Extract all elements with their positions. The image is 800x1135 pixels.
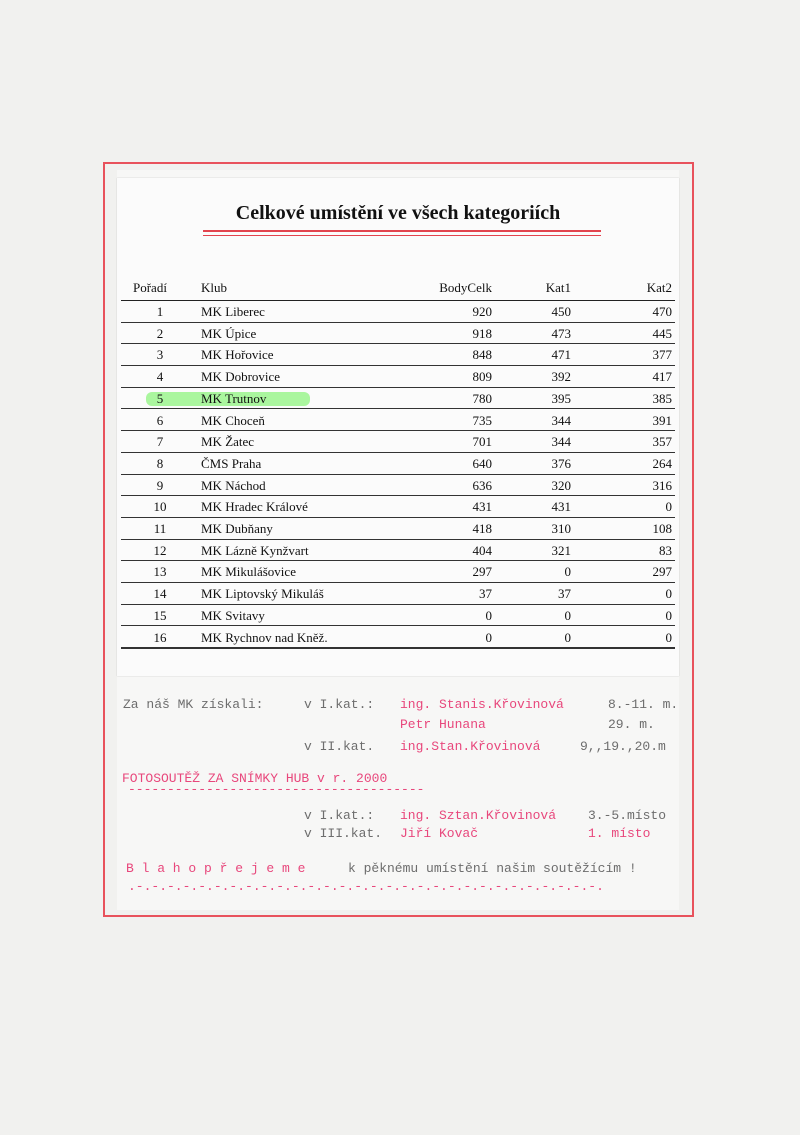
title-underline-thin — [203, 235, 601, 236]
cell-bodycelk: 636 — [472, 477, 492, 493]
cell-kat1: 431 — [551, 499, 571, 515]
photo-cat3-label: v III.kat. — [304, 826, 383, 841]
cell-bodycelk: 0 — [485, 629, 492, 645]
cell-club: MK Lázně Kynžvart — [201, 542, 309, 558]
cell-rank: 6 — [156, 412, 164, 428]
cell-bodycelk: 640 — [472, 455, 492, 471]
cell-kat2: 0 — [665, 499, 672, 515]
cell-kat2: 0 — [665, 586, 672, 602]
cell-rank: 2 — [156, 325, 164, 341]
awards-place-3: 9,,19.,20.m — [580, 739, 666, 754]
table-row — [117, 475, 679, 497]
cell-kat1: 344 — [551, 412, 571, 428]
cell-bodycelk: 37 — [479, 586, 492, 602]
cell-kat2: 385 — [652, 390, 672, 406]
header-bodycelk: BodyCelk — [439, 280, 492, 295]
cell-rank: 12 — [153, 542, 167, 558]
awards-place-2: 29. m. — [608, 717, 655, 732]
table-row — [117, 605, 679, 627]
cell-club: MK Liptovský Mikuláš — [201, 586, 324, 602]
cell-bodycelk: 431 — [472, 499, 492, 515]
cell-kat2: 0 — [665, 629, 672, 645]
cell-bodycelk: 297 — [472, 564, 492, 580]
cell-kat2: 391 — [652, 412, 672, 428]
awards-place-1: 8.-11. m. — [608, 697, 679, 712]
cell-rank: 9 — [156, 477, 164, 493]
cell-kat1: 0 — [564, 629, 571, 645]
cell-bodycelk: 918 — [472, 325, 492, 341]
cell-kat1: 0 — [564, 607, 571, 623]
cell-club: MK Dobrovice — [201, 369, 281, 385]
cell-rank: 3 — [156, 347, 164, 363]
awards-name-1: ing. Stanis.Křovinová — [400, 697, 564, 712]
cell-club: ČMS Praha — [201, 455, 262, 471]
cell-kat2: 417 — [652, 369, 672, 385]
cell-club: MK Svitavy — [201, 607, 265, 623]
cell-bodycelk: 418 — [472, 521, 492, 536]
cell-club: MK Žatec — [201, 434, 255, 450]
cell-kat1: 395 — [551, 390, 571, 406]
cell-club: MK Hořovice — [201, 347, 274, 363]
table-row — [117, 388, 679, 410]
congrats-word: B l a h o p ř e j e m e — [126, 861, 306, 876]
cell-kat1: 0 — [564, 564, 571, 580]
cell-kat2: 470 — [652, 304, 672, 319]
cell-kat2: 377 — [652, 347, 672, 363]
table-row — [117, 323, 679, 345]
cell-rank: 16 — [153, 629, 167, 645]
cell-bodycelk: 780 — [472, 390, 492, 406]
cell-kat1: 376 — [551, 455, 571, 471]
cell-rank: 15 — [153, 607, 167, 623]
cell-rank: 8 — [156, 455, 164, 471]
cell-kat1: 37 — [558, 586, 571, 602]
cell-kat1: 473 — [551, 325, 571, 341]
table-row — [117, 540, 679, 562]
cell-kat1: 471 — [551, 347, 571, 363]
table-bottom-rule — [121, 648, 675, 649]
photo-cat1-label: v I.kat.: — [304, 808, 375, 823]
table-row — [117, 453, 679, 475]
cell-kat1: 320 — [551, 477, 571, 493]
photo-name-2: Jiří Kovač — [400, 826, 479, 841]
cell-kat2: 297 — [652, 564, 672, 580]
cell-kat2: 83 — [659, 542, 672, 558]
cell-rank: 1 — [156, 304, 164, 319]
header-kat2: Kat2 — [646, 280, 672, 295]
photo-contest-underline: -------------------------------------- — [128, 782, 425, 797]
cell-bodycelk: 735 — [472, 412, 492, 428]
cell-bodycelk: 809 — [472, 369, 492, 385]
cell-bodycelk: 404 — [472, 542, 492, 558]
header-club: Klub — [201, 280, 227, 295]
table-row — [117, 518, 679, 540]
cell-kat1: 344 — [551, 434, 571, 450]
header-rank: Pořadí — [133, 280, 167, 295]
cell-kat1: 310 — [551, 521, 571, 536]
table-row — [117, 431, 679, 453]
table-row — [117, 561, 679, 583]
cell-kat1: 321 — [551, 542, 571, 558]
cell-club: MK Liberec — [201, 304, 265, 319]
cell-rank: 4 — [156, 369, 164, 385]
cell-bodycelk: 920 — [472, 304, 492, 319]
photo-place-2: 1. místo — [588, 826, 651, 841]
table-row — [117, 410, 679, 432]
awards-cat1-label: v I.kat.: — [304, 697, 375, 712]
awards-name-2: Petr Hunana — [400, 717, 486, 732]
table-row — [117, 301, 679, 323]
awards-name-3: ing.Stan.Křovinová — [400, 739, 541, 754]
photo-place-1: 3.-5.místo — [588, 808, 667, 823]
cell-club: MK Choceň — [201, 412, 265, 428]
cell-kat2: 357 — [652, 434, 672, 450]
cell-club: MK Mikulášovice — [201, 564, 296, 580]
awards-label: Za náš MK získali: — [123, 697, 264, 712]
cell-rank: 11 — [153, 521, 167, 536]
table-row — [117, 496, 679, 518]
cell-club: MK Úpice — [201, 325, 257, 341]
cell-club: MK Trutnov — [201, 390, 267, 406]
awards-cat2-label: v II.kat. — [304, 739, 375, 754]
cell-kat2: 445 — [652, 325, 672, 341]
cell-bodycelk: 0 — [485, 607, 492, 623]
photo-name-1: ing. Sztan.Křovinová — [400, 808, 557, 823]
cell-kat2: 264 — [652, 455, 672, 471]
results-title: Celkové umístění ve všech kategoriích — [235, 202, 561, 224]
cell-kat1: 392 — [551, 369, 571, 385]
cell-bodycelk: 848 — [472, 347, 492, 363]
table-row — [117, 627, 679, 649]
cell-club: MK Náchod — [201, 477, 266, 493]
results-card — [117, 178, 679, 676]
cell-bodycelk: 701 — [472, 434, 492, 450]
table-row — [117, 366, 679, 388]
cell-kat1: 450 — [551, 304, 571, 319]
cell-club: MK Dubňany — [201, 521, 273, 536]
cell-kat2: 108 — [652, 521, 672, 536]
table-row — [117, 583, 679, 605]
title-underline — [203, 230, 601, 232]
header-kat1: Kat1 — [545, 280, 571, 295]
cell-club: MK Hradec Králové — [201, 499, 308, 515]
photo-contest-heading: FOTOSOUTĚŽ ZA SNÍMKY HUB v r. 2000 — [122, 771, 388, 786]
cell-rank: 10 — [153, 499, 167, 515]
cell-kat2: 0 — [665, 607, 672, 623]
cell-kat2: 316 — [652, 477, 672, 493]
cell-rank: 5 — [156, 390, 164, 406]
cell-rank: 7 — [156, 434, 164, 450]
cell-club: MK Rychnov nad Kněž. — [201, 629, 328, 645]
congrats-text: k pěknému umístění našim soutěžícím ! — [348, 861, 637, 876]
cell-rank: 14 — [153, 586, 167, 602]
cell-rank: 13 — [153, 564, 167, 580]
decorative-dash-line: .-.-.-.-.-.-.-.-.-.-.-.-.-.-.-.-.-.-.-.-.-.-.-.-.-.-.-.-.-.-. — [128, 879, 604, 894]
table-row — [117, 344, 679, 366]
